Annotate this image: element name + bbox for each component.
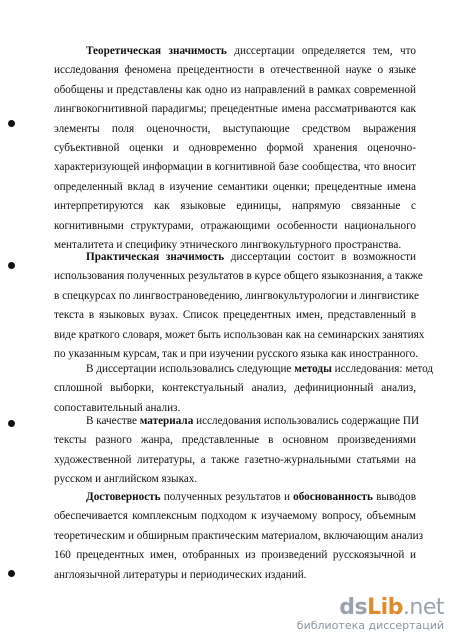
- text-run: тексты разного жанра, представленные в основном произведениями: [54, 434, 416, 447]
- text-run: В качестве: [86, 415, 140, 427]
- text-run: теоретическим и обширным практическим материалом, включающим анализ: [54, 529, 423, 542]
- punch-hole-3: [8, 420, 15, 427]
- paragraph-3-line: [54, 401, 416, 415]
- paragraph-2-line: [54, 328, 425, 342]
- paragraph-3-line: [54, 381, 416, 395]
- text-run: англоязычной литературы и периодических изданий.: [54, 568, 307, 581]
- watermark-subtitle: библиотека диссертаций: [296, 619, 444, 632]
- text-run: менталитета и специфику этнического лингвокультурного пространства.: [54, 239, 402, 251]
- text-run: использования полученных результатов в курсе общего языкознания, а также: [54, 270, 423, 283]
- paragraph-1-line: [54, 102, 416, 116]
- text-run: сопоставительный анализ.: [54, 401, 181, 414]
- text-run: текста в языковых вузах. Список прецедентных имен, представленный в: [54, 309, 416, 322]
- watermark-logo: dsLib.net: [339, 595, 444, 620]
- paragraph-1-line: [54, 122, 416, 136]
- bold-term: Теоретическая значимость: [86, 45, 227, 57]
- paragraph-1-line: [54, 83, 416, 97]
- text-run: исследования феномена прецедентности в отечественной науке о языке: [54, 64, 416, 77]
- paragraph-2-line: [54, 347, 419, 361]
- text-run: обобщены и представлены как одно из направлений в рамках современной: [54, 83, 416, 96]
- text-run: в спецкурсах по лингвострановедению, лингвокультурологии и лингвистике: [54, 289, 419, 302]
- bold-term: Практическая значимость: [86, 251, 225, 263]
- paragraph-5-line: [86, 490, 416, 504]
- paragraph-5-line: [54, 548, 416, 562]
- paragraph-1-line: [54, 160, 416, 174]
- paragraph-5-line: [54, 529, 423, 543]
- text-run: 160 прецедентных имен, отобранных из произведений русскоязычной и: [54, 549, 416, 562]
- paragraph-2-line: [86, 250, 416, 264]
- paragraph-3-line: [86, 362, 434, 376]
- paragraph-1-line: [86, 44, 416, 58]
- paragraph-1-line: [54, 219, 416, 233]
- paragraph-4-line: [54, 453, 416, 467]
- bold-term: методы: [294, 363, 332, 375]
- punch-hole-4: [8, 570, 15, 577]
- paragraph-5-line: [54, 568, 416, 582]
- text-run: русском и английском языках.: [54, 473, 198, 486]
- bold-term: материала: [139, 415, 194, 427]
- bold-term: Достоверность: [86, 491, 161, 503]
- text-run: виде краткого словаря, может быть использован как на семинарских занятиях: [54, 328, 425, 341]
- text-run: характеризующей информации в когнитивной базе сообщества, что вносит: [54, 161, 416, 174]
- text-run: элементы поля оценочности, выступающие средством выражения: [54, 122, 416, 135]
- paragraph-2-line: [54, 269, 423, 283]
- text-run: лингвокогнитивной парадигмы; прецедентные имена рассматриваются как: [54, 103, 416, 116]
- text-run: сплошной выборки, контекстуальный анализ, дефиниционный анализ,: [54, 382, 416, 395]
- paragraph-4-line: [54, 433, 416, 447]
- text-run: диссертации определяется тем, что: [226, 45, 416, 57]
- text-run: исследования использовались содержащие ПИ: [193, 415, 420, 427]
- bold-term: обоснованность: [293, 491, 373, 503]
- punch-hole-2: [8, 262, 15, 269]
- watermark: [297, 597, 444, 632]
- text-run: исследования: метод: [331, 363, 434, 375]
- text-run: художественной литературы, а также газетно-журнальными статьями на: [54, 453, 416, 466]
- punch-hole-1: [8, 120, 15, 127]
- text-run: по указанным курсам, так и при изучении русского языка как иностранного.: [54, 348, 419, 360]
- text-run: интерпретируются как языковые единицы, напрямую связанные с: [54, 200, 416, 213]
- text-run: полученных результатов и: [160, 491, 294, 503]
- paragraph-1-line: [54, 180, 416, 194]
- paragraph-2-line: [54, 289, 419, 303]
- text-run: обеспечивается комплексным подходом к изучаемому вопросу, объемным: [54, 510, 416, 523]
- text-run: В диссертации использовались следующие: [86, 363, 295, 375]
- text-run: субъективной оценки и одновременно формой хранения оценочно-: [54, 142, 416, 154]
- paragraph-1-line: [54, 141, 416, 155]
- paragraph-2-line: [54, 308, 416, 322]
- text-run: диссертации состоит в возможности: [224, 251, 416, 263]
- paragraph-5-line: [54, 509, 416, 523]
- paragraph-4-line: [86, 414, 420, 428]
- text-run: когнитивными структурами, отражающими особенности национального: [54, 219, 416, 232]
- paragraph-1-line: [54, 63, 416, 77]
- text-run: определенный вклад в изучение семантики оценки; прецедентные имена: [54, 180, 416, 193]
- paragraph-4-line: [54, 472, 416, 486]
- paragraph-1-line: [54, 199, 416, 213]
- text-run: выводов: [372, 491, 416, 503]
